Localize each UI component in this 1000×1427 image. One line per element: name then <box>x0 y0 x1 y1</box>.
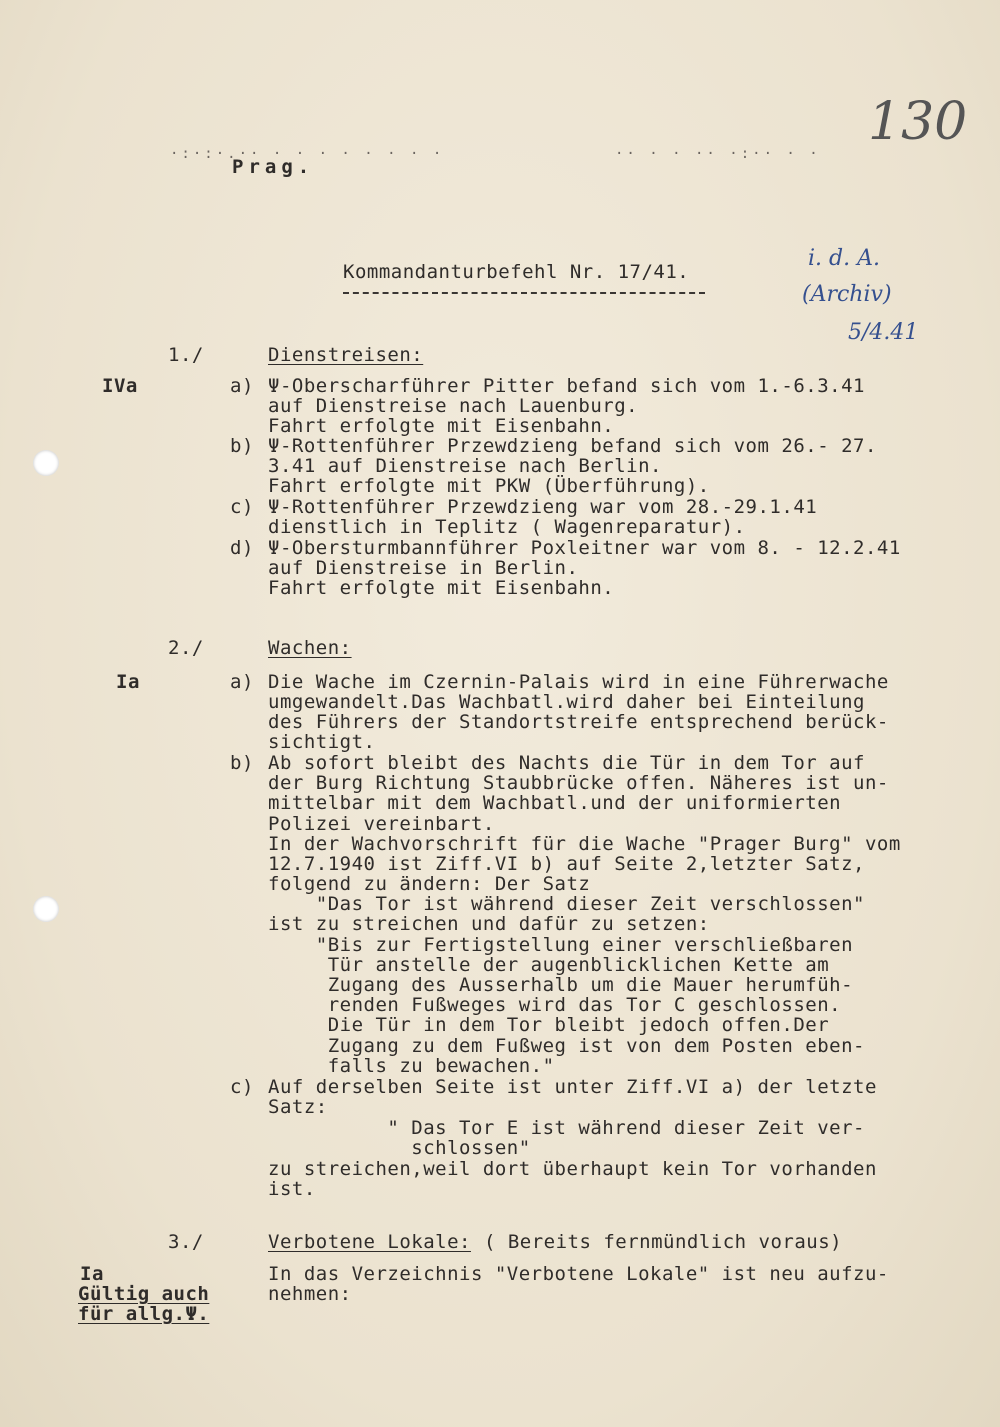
section-1-heading: Dienstreisen: <box>268 344 424 366</box>
item-1b-line-3: Fahrt erfolgte mit PKW (Überführung). <box>268 475 710 497</box>
item-2b-line-13: renden Fußweges wird das Tor C geschlossen. <box>268 994 842 1016</box>
section-2-number: 2./ <box>168 637 204 659</box>
item-2b-line-10: "Bis zur Fertigstellung einer verschließbaren <box>268 934 854 956</box>
section-1-margin-code: IVa <box>102 375 138 397</box>
item-2b-line-8: "Das Tor ist während dieser Zeit verschlossen" <box>268 893 865 915</box>
annotation-line-3: 5/4.41 <box>848 320 919 345</box>
item-1b-line-1: Ψ-Rottenführer Przewdzieng befand sich vom 26.- 27. <box>268 435 877 457</box>
item-2b-line-7: folgend zu ändern: Der Satz <box>268 873 591 895</box>
item-2b-line-11: Tür anstelle der augenblicklichen Kette am <box>268 954 830 976</box>
item-2a-line-2: umgewandelt.Das Wachbatl.wird daher bei Einteilung <box>268 691 865 713</box>
item-1c-line-1: Ψ-Rottenführer Przewdzieng war vom 28.-29.1.41 <box>268 496 818 518</box>
item-2b-line-1: Ab sofort bleibt des Nachts die Tür in dem Tor auf <box>268 752 865 774</box>
item-1d-line-3: Fahrt erfolgte mit Eisenbahn. <box>268 577 615 599</box>
section-3-line-1: In das Verzeichnis "Verbotene Lokale" ist neu aufzu- <box>268 1263 889 1285</box>
section-1-number: 1./ <box>168 344 204 366</box>
item-2c-line-3: " Das Tor E ist während dieser Zeit ver- <box>268 1117 865 1139</box>
item-2a-line-1: Die Wache im Czernin-Palais wird in eine Führerwache <box>268 671 889 693</box>
item-2a-letter: a) <box>230 671 254 693</box>
item-1d-letter: d) <box>230 537 254 559</box>
annotation-line-2: (Archiv) <box>802 282 892 307</box>
section-3-line-2: nehmen: <box>268 1283 352 1305</box>
section-3-heading-suffix: ( Bereits fernmündlich voraus) <box>472 1231 843 1253</box>
item-2b-letter: b) <box>230 752 254 774</box>
title-underline <box>343 292 705 294</box>
section-2-margin-code: Ia <box>116 671 140 693</box>
item-2b-line-4: Polizei vereinbart. <box>268 813 495 835</box>
section-3-heading: Verbotene Lokale: <box>268 1231 471 1253</box>
item-2b-line-3: mittelbar mit dem Wachbatl.und der uniformierten <box>268 792 842 814</box>
item-2c-letter: c) <box>230 1076 254 1098</box>
item-1d-line-2: auf Dienstreise in Berlin. <box>268 557 579 579</box>
item-1a-line-1: Ψ-Oberscharführer Pitter befand sich vom 1.-6.3.41 <box>268 375 865 397</box>
header-city: Prag. <box>232 156 315 178</box>
item-2a-line-4: sichtigt. <box>268 731 376 753</box>
section-3-margin-code: Ia <box>80 1263 104 1285</box>
item-1a-line-3: Fahrt erfolgte mit Eisenbahn. <box>268 415 615 437</box>
header-smudge-left: ·:·:·.·· · · · · · · · · <box>170 146 445 162</box>
item-1c-letter: c) <box>230 496 254 518</box>
item-2c-line-1: Auf derselben Seite ist unter Ziff.VI a) der letzte <box>268 1076 877 1098</box>
item-1d-line-1: Ψ-Obersturmbannführer Poxleitner war vom 8. - 12.2.41 <box>268 537 901 559</box>
item-1a-letter: a) <box>230 375 254 397</box>
section-2-heading: Wachen: <box>268 637 352 659</box>
document-title: Kommandanturbefehl Nr. 17/41. <box>343 261 690 283</box>
item-2a-line-3: des Führers der Standortstreife entsprechend berück- <box>268 711 889 733</box>
annotation-line-1: i. d. A. <box>808 246 880 271</box>
section-3-margin-note-1: Gültig auch <box>78 1283 210 1305</box>
folio-number: 130 <box>868 92 968 152</box>
item-2b-line-14: Die Tür in dem Tor bleibt jedoch offen.Der <box>268 1014 830 1036</box>
item-2b-line-9: ist zu streichen und dafür zu setzen: <box>268 913 710 935</box>
item-2b-line-6: 12.7.1940 ist Ziff.VI b) auf Seite 2,letzter Satz, <box>268 853 865 875</box>
item-2c-line-2: Satz: <box>268 1096 328 1118</box>
item-2b-line-5: In der Wachvorschrift für die Wache "Prager Burg" vom <box>268 833 901 855</box>
item-2b-line-12: Zugang des Ausserhalb um die Mauer herumfüh- <box>268 974 854 996</box>
item-1c-line-2: dienstlich in Teplitz ( Wagenreparatur). <box>268 516 746 538</box>
item-2b-line-16: falls zu bewachen." <box>268 1055 555 1077</box>
item-1a-line-2: auf Dienstreise nach Lauenburg. <box>268 395 639 417</box>
item-2b-line-2: der Burg Richtung Staubbrücke offen. Näheres ist un- <box>268 772 889 794</box>
item-2c-line-6: ist. <box>268 1178 316 1200</box>
punch-hole-top <box>33 450 59 476</box>
item-2c-line-5: zu streichen,weil dort überhaupt kein Tor vorhanden <box>268 1158 877 1180</box>
section-3-number: 3./ <box>168 1231 204 1253</box>
item-1b-letter: b) <box>230 435 254 457</box>
section-3-margin-note-2: für allg.Ψ. <box>78 1303 210 1325</box>
punch-hole-bottom <box>33 896 59 922</box>
item-1b-line-2: 3.41 auf Dienstreise nach Berlin. <box>268 455 662 477</box>
item-2c-line-4: schlossen" <box>268 1137 531 1159</box>
item-2b-line-15: Zugang zu dem Fußweg ist von dem Posten eben- <box>268 1035 865 1057</box>
header-smudge-right: ·· · · ·· ·:·· · · <box>615 146 821 162</box>
